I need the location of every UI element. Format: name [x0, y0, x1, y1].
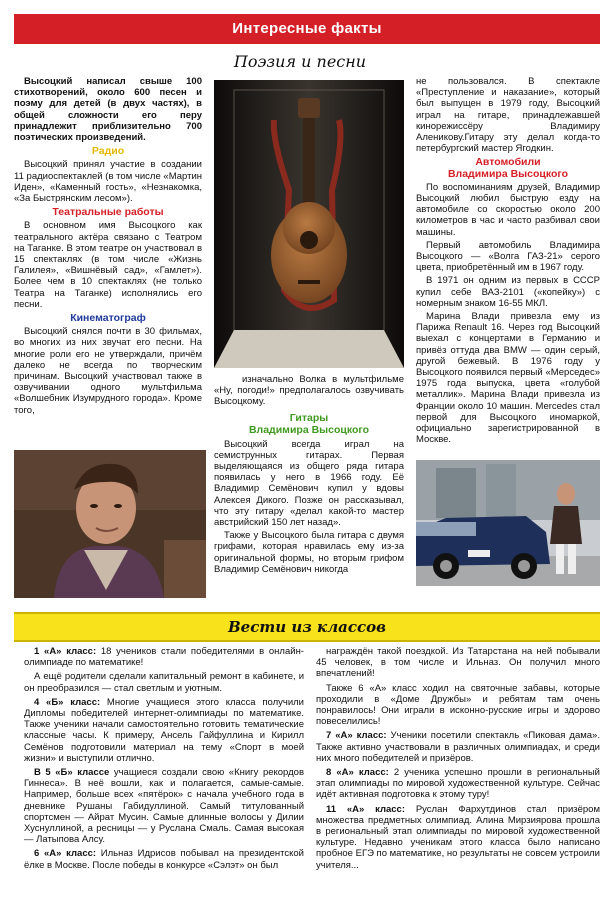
guitar-paragraph-1: Высоцкий всегда играл на семиструнных гитарах. Первая выделяющаяся из общего ряда гитара появилась у него в 1966 году. Её Владимир Семёнович купил у вдовы Алексея Дикого. Позже он рассказывал, что эту гитару «делал какой-то мастер австрийский 150 лет назад». — [214, 438, 404, 529]
news-item-lead: 6 «А» класс: — [34, 848, 97, 860]
radio-paragraph: Высоцкий принял участие в создании 11 радиоспектаклей (в том числе «Мартин Иден», «Каменный гость», «Незнакомка, «За Быстрянским лесом»). — [14, 159, 202, 205]
news-item-text: 2 ученика успешно прошли в региональный этап олимпиады по мировой художественной культуре. Сейчас идёт активная подготовка к этому туру! — [316, 767, 600, 801]
news-item-lead: 11 «А» класс: — [326, 803, 406, 815]
news-item-lead: 1 «А» класс: — [34, 646, 97, 657]
theatre-paragraph: В основном имя Высоцкого как театрального актёра связано с Театром на Таганке. В этом театре он участвовал в 15 спектаклях (в том числе «Жизнь Галилея», «Вишнёвый сад», «Гамлет»). Более чем в 10 спектаклях (не только Театра на Таганке) исполнялись его песни. — [14, 220, 202, 310]
article-column-2 — [214, 374, 404, 577]
news-item-lead: 7 «А» класс: — [326, 730, 387, 742]
car-photo — [416, 460, 600, 586]
news-item-text: Ученики посетили спектакль «Пиковая дама». Также активно участвовали в различных олимпиадах, и среди них много победителей и призёров. — [316, 730, 600, 764]
heading-cinema: Кинематограф — [70, 312, 146, 325]
news-item — [24, 646, 304, 668]
cinema-paragraph: Высоцкий снялся почти в 30 фильмах, во многих из них звучат его песни. На многие роли его не утверждали, причём далеко не всегда по творческим причинам. Высоцкий участвовал также в озвучивании одного мультфильма «Волшебник Изумрудного города». Кроме того, — [14, 326, 202, 416]
heading-cars-line-2: Владимира Высоцкого — [447, 167, 569, 180]
news-item-text: А ещё родители сделали капитальный ремонт в кабинете, и он преобразился — стал светлым и уютным. — [24, 671, 304, 694]
news-item — [316, 683, 600, 728]
cars-paragraph-2: Первый автомобиль Владимира Высоцкого — «Волга ГАЗ-21» серого цвета, приобретённый им в 1967 году. — [416, 239, 600, 274]
cars-paragraph-1: По воспоминаниям друзей, Владимир Высоцкий любил быструю езду на автомобиле со скоростью около 200 километров в час и часто разбивал свои машины. — [416, 181, 600, 238]
news-item — [316, 730, 600, 764]
news-item-text: награждён такой поездкой. Из Татарстана на ней побывали 45 человек, в том числе и Ильназ. Он получил много впечатлений! — [316, 646, 600, 680]
news-item — [24, 848, 304, 870]
news-item-lead: 8 «А» класс: — [326, 767, 389, 779]
news-item-text: Также 6 «А» класс ходил на святочные забавы, которые проходили в «Доме Дружбы» и ребятам там очень понравилось! Они играли в исконно-русские игры и здорово повеселились! — [316, 682, 600, 728]
news-item — [24, 697, 304, 764]
heading-guitars-line-1: Гитары — [289, 411, 329, 424]
news-item-text: Руслан Фархутдинов стал призёром множества предметных олимпиад. Алина Мирзиярова прошла в региональный этап олимпиады по мировой художественной культуре. Недавно ученикам этого класса было написано пробное ЕГЭ по математике, но результаты не совсем устроили учителя... — [316, 803, 600, 871]
news-item — [316, 646, 600, 680]
heading-radio: Радио — [91, 145, 125, 158]
cars-paragraph-3: В 1971 он одним из первых в СССР купил себе ВАЗ-2101 («копейку») с номерным знаком 16-55 МКЛ. — [416, 275, 600, 309]
column-3-continuation: не пользовался. В спектакле «Преступление и наказание», который был выпущен в 1979 году, Высоцкий играл на гитаре, принадлежавшей кинорежиссёру Владимиру Аленикову.Гитару эту делал когда-то петербургский мастер Ягодкин. — [416, 76, 600, 155]
heading-cars-line-1: Автомобили — [475, 156, 541, 169]
news-item — [316, 767, 600, 801]
news-column-left — [24, 646, 304, 874]
article-column-3 — [416, 76, 600, 448]
section-banner-class-news: Вести из классов — [14, 612, 600, 642]
news-item-lead: В 5 «Б» классе — [34, 767, 110, 779]
news-item-text: учащиеся создали свою «Книгу рекордов Гиннеса». В неё вошли, как и полагается, самые-самые. Например, больше всех «пятёрок» с начала учебного года в дневнике Рушаны Габидуллиной. Самый титулованный спортсмен — Айрат Мусин. Самые длинные волосы у Дилии Хуснуллиной, а ресницы — у Руслана Смаль. Самая высокая — Латыпова Алсу. — [24, 767, 304, 846]
news-item-text: Многие учащиеся этого класса получили Дипломы победителей интернет-олимпиады по математике. Также ученики начали самостоятельно готовить тематические классные часы. К примеру, Ансель Гайфуллина и Кирилл Семёнов подготовили материал на тему «Спорт в моей жизни» и выступили отлично. — [24, 696, 304, 764]
news-item — [24, 767, 304, 845]
news-item — [316, 804, 600, 871]
heading-guitars-line-2: Владимира Высоцкого — [248, 423, 370, 436]
guitar-photo — [214, 80, 404, 368]
intro-paragraph: Высоцкий написал свыше 100 стихотворений, около 600 песен и поэму для детей (в двух частях), в общей сложности его перу принадлежит приблизительно 700 поэтических произведений. — [14, 76, 202, 144]
section-subtitle: Поэзия и песни — [233, 52, 367, 71]
news-item-lead: 4 «Б» класс: — [34, 696, 101, 708]
cars-paragraph-4: Марина Влади привезла ему из Парижа Renault 16. Через год Высоцкий выехал с концертами в Германию и привёз оттуда два BMW — один серый, другой бежевый. В 1976 году у Высоцкого появился первый «Мерседес» 1975 года выпуска, цвета «голубой металлик». Марина Влади привезла из Франции около 10 машин. Mercedes стал первой для Высоцкого иномаркой, официально зарегистрированной в Москве. — [416, 311, 600, 446]
heading-guitars — [214, 412, 404, 436]
news-column-right — [316, 646, 600, 874]
wolf-paragraph: изначально Волка в мультфильме «Ну, погоди!» предполагалось озвучивать Высоцкому. — [214, 374, 404, 408]
heading-cars — [416, 157, 600, 179]
news-item-text: Ильназ Идрисов побывал на президентской ёлке в Москве. После победы в конкурсе «Сэлэт» он был — [24, 848, 304, 871]
guitar-paragraph-2: Также у Высоцкого была гитара с двумя грифами, которая нравилась ему из-за оригинальной формы, но вторым грифом Владимир Семёнович никогда — [214, 530, 404, 575]
news-item — [24, 671, 304, 693]
heading-theatre: Театральные работы — [52, 206, 164, 219]
portrait-photo — [14, 450, 206, 598]
article-column-1 — [14, 76, 202, 418]
section-banner-interesting-facts: Интересные факты — [14, 14, 600, 44]
news-item-text: 18 учеников стали победителями в онлайн-олимпиаде по математике! — [24, 646, 304, 669]
